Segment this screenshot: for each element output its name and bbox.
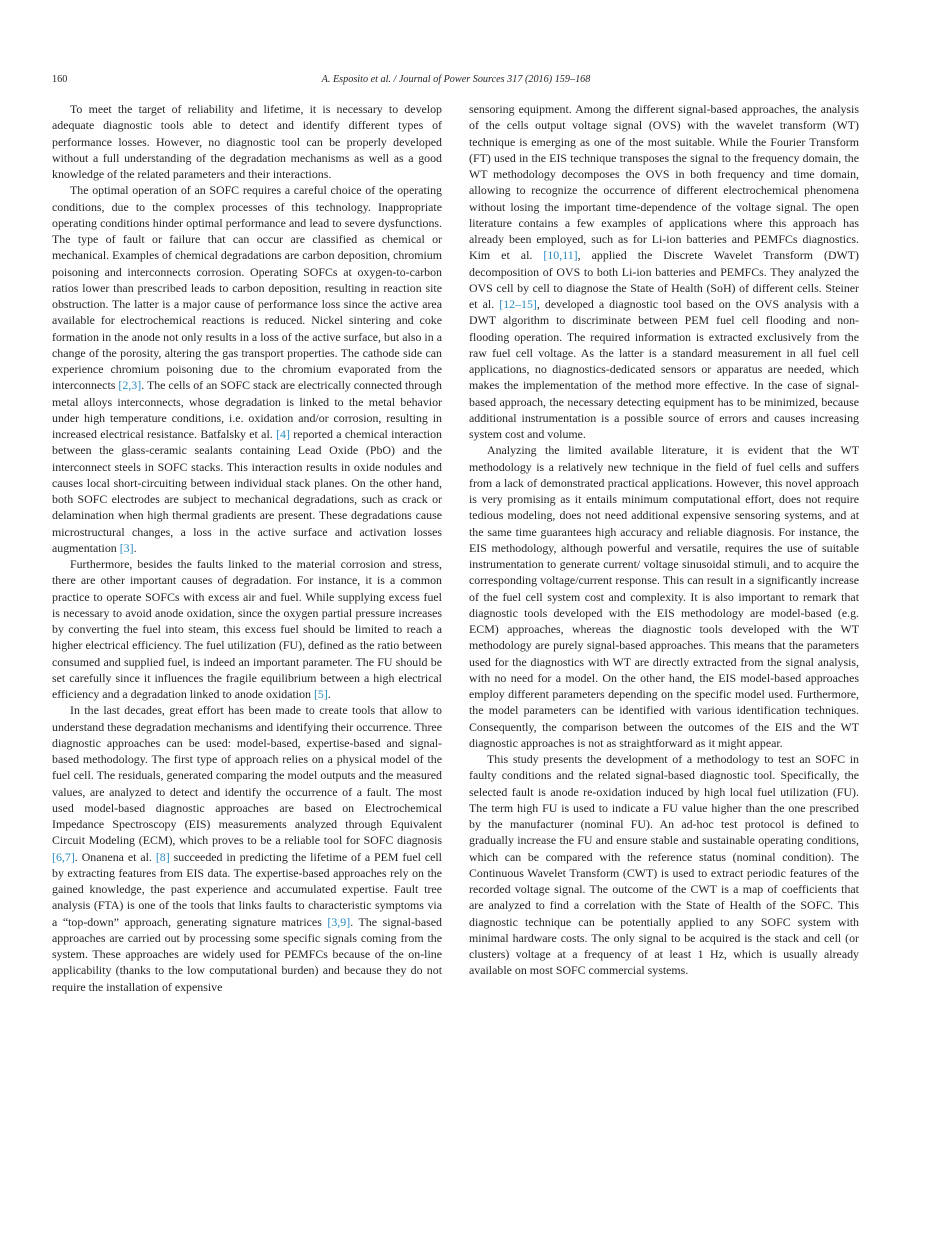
paragraph: In the last decades, great effort has been made to create tools that allow to understand these degradation mechanisms and identifying their occurrence. Three diagnostic approaches can be used: model-based, expertise-based and signal-based methodology. The first type of approach relies on a physical model of the fuel cell. The residuals, generated comparing the model outputs and the measured values, are analyzed to detect and identify the occurrence of a fault. The most used model-based diagnostic approaches are based on Electrochemical Impedance Spectroscopy (EIS) measurements analyzed through Equivalent Circuit Modeling (ECM), which proves to be a reliable tool for SOFC diagnosis [6,7]. Onanena et al. [8] succeeded in predicting the lifetime of a PEM fuel cell by extracting features from EIS data. The expertise-based approaches rely on the gained knowledge, the past experience and accumulated expertise. Fault tree analysis (FTA) is one of the tools that links faults to characteristic symptoms via a “top-down” approach, generating signature matrices [3,9]. The signal-based approaches are carried out by processing some specific signals coming from the system. These approaches are widely used for PEMFCs because of the on-line applicability (thanks to the low computational burden) and because they do not require the installation of expensive: [52, 703, 442, 994]
page-header: [52, 72, 860, 88]
citation-link[interactable]: [12–15]: [499, 297, 537, 311]
right-column: [469, 101, 859, 979]
running-title: A. Esposito et al. / Journal of Power Sources 317 (2016) 159–168: [321, 74, 591, 85]
citation-link[interactable]: [3]: [119, 540, 134, 555]
paragraph: To meet the target of reliability and lifetime, it is necessary to develop adequate diagnostic tools able to detect and identify different types of performance losses. However, no diagnostic tool can be properly developed without a full understanding of the degradation mechanisms as well as a good knowledge of the related parameters and their interactions.: [52, 102, 442, 181]
paragraph: Analyzing the limited available literature, it is evident that the WT methodology is a relatively new technique in the field of fuel cells and suffers from a lack of demonstrated practical applications. However, this novel approach is very promising as it entails minimum computational effort, does not require tedious modeling, does not need additional expensive sensoring systems, and at the same time guarantees high accuracy and reliable diagnosis. For instance, the EIS methodology, although powerful and versatile, requires the use of suitable instrumentation to generate current/ voltage sinusoidal stimuli, and to acquire the corresponding voltage/current response. This can result in a significantly increase of the fuel cell system cost and complexity. It is also important to remark that diagnostic tools developed with the EIS methodology are model-based (e.g. ECM) approaches, whereas the diagnostic tools developed with the WT methodology are purely signal-based approaches. This means that the parameters used for the diagnostics with WT are directly extracted from the signal analysis, with no need for a model. On the other hand, the EIS model-based approaches employ different parameters depending on the specific model used. Furthermore, the model parameters can be identified with various identification techniques. Consequently, the comparison between the outcomes of the EIS and the WT diagnostic approaches is not as straightforward as it might appear.: [469, 443, 859, 750]
citation-link[interactable]: [2,3]: [118, 378, 142, 393]
citation-link[interactable]: [5]: [313, 687, 328, 701]
paragraph: This study presents the development of a methodology to test an SOFC in faulty conditions and the related signal-based diagnostic tool. Specifically, the selected fault is anode re-oxidation induced by high local fuel utilization (FU). The term high FU is used to indicate a FU value higher than the one prescribed by the manufacturer (nominal FU). An ad-hoc test protocol is defined to gradually increase the FU and ensure stable and sustainable operating conditions, which can be compared with the reference status (nominal condition). The Continuous Wavelet Transform (CWT) is used to extract periodic features of the recorded voltage signal. The outcome of the CWT is a map of coefficients that are analyzed to find a correlation with the State of Health of the SOFC. This diagnostic technique can be potentially applied to any SOFC system with minimal hardware costs. The only signal to be acquired is the stack and cell (or clusters) voltage at a frequency of at least 1 Hz, which is usually already available on most SOFC commercial systems.: [469, 752, 859, 978]
citation-link[interactable]: [8]: [155, 849, 170, 864]
paragraph: Furthermore, besides the faults linked to the material corrosion and stress, there are other important causes of degradation. For instance, it is a common practice to operate SOFCs with excess air and fuel. While supplying excess fuel is necessary to avoid anode oxidation, since the oxygen partial pressure increases by converting the fuel into steam, this excess fuel should be limited to reach a higher electrical efficiency. The fuel utilization (FU), defined as the ratio between consumed and supplied fuel, is indeed an important parameter. The FU should be set carefully since it influences the fragile equilibrium between a high electrical efficiency and a degradation linked to anode oxidation [5].: [52, 557, 442, 701]
page-number: 160: [52, 74, 68, 85]
citation-link[interactable]: [4]: [276, 427, 290, 441]
paragraph: sensoring equipment. Among the different signal-based approaches, the analysis of the cells output voltage signal (OVS) with the wavelet transform (WT) technique is emerging as one of the most suitable. While the Fourier Transform (FT) used in the EIS technique transposes the signal to the frequency domain, the WT methodology decomposes the OVS in both frequency and time domain, allowing to recognize the occurrence of different electrochemical phenomena without losing the important time-dependence of the voltage signal. The open literature contains a few examples of applications where this approach has already been employed, such as for Li-ion batteries and PEMFCs diagnostics. Kim et al. [10,11], applied the Discrete Wavelet Transform (DWT) decomposition of OVS to both Li-ion batteries and PEMFCs. They analyzed the OVS cell by cell to diagnose the State of Health (SoH) of different cells. Steiner et al. [12–15], developed a diagnostic tool based on the OVS analysis with a DWT algorithm to discriminate between PEM fuel cell flooding and non-flooding operation. The required information is extracted exclusively from the raw fuel cell voltage. As the latter is a standard measurement in all fuel cell applications, no diagnostics-dedicated sensors or apparatus are needed, which makes the implementation of the method more effective. In the case of signal-based approach, the necessary detecting equipment has to be minimized, because additional instrumentation is a possible source of errors and causes increasing system cost and volume.: [469, 102, 859, 441]
citation-link[interactable]: [3,9]: [327, 914, 351, 929]
left-column: [52, 101, 442, 995]
citation-link[interactable]: [6,7]: [52, 849, 75, 864]
paragraph: The optimal operation of an SOFC requires a careful choice of the operating conditions, due to the complex processes of this technology. Inappropriate operating conditions hinder optimal performance and lead to severe dysfunctions. The type of fault or failure that can occur are classified as chemical or mechanical. Examples of chemical degradations are carbon deposition, chromium poisoning and interconnects corrosion. Operating SOFCs at oxygen-to-carbon ratios lower than prescribed leads to carbon deposition, resulting in reaction site obstruction. The latter is a major cause of performance loss since the active area available for electrochemical reactions is reduced. Nickel sintering and coke formation in the anode not only results in a loss of the active surface, but also in a change of the porosity, altering the gas transport properties. The cathode side can experience chromium poisoning due to the chromium evaporated from the interconnects [2,3]. The cells of an SOFC stack are electrically connected through metal alloys interconnects, whose degradation is linked to the metal behavior under high temperature conditions, i.e. oxidation and/or corrosion, resulting in increased electrical resistance. Batfalsky et al. [4] reported a chemical interaction between the glass-ceramic sealants containing Lead Oxide (PbO) and the interconnect steels in SOFC stacks. This interaction results in oxide nodules and causes local short-circuiting between individual stack planes. On the other hand, both SOFC electrodes are subject to mechanical degradations, such as crack or delamination when high thermal gradients are present. These degradations cause microstructural changes, a loss in the active surface and activation losses augmentation [3].: [52, 183, 442, 555]
citation-link[interactable]: [10,11]: [543, 248, 578, 263]
